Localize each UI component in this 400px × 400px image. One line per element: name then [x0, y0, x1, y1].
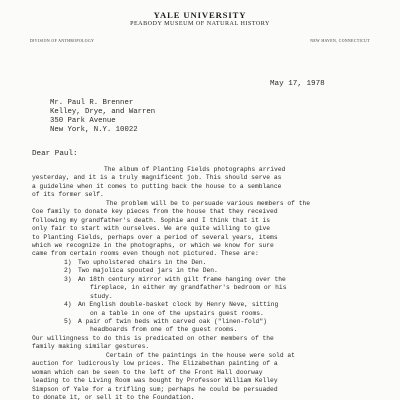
paragraph-line: Coe family to donate key pieces from the house that they received	[32, 208, 278, 215]
list-item-text: Two majolica spouted jars in the Den.	[78, 267, 218, 274]
letterhead	[0, 10, 400, 27]
list-item-number: 3)	[64, 276, 72, 283]
museum-name: PEABODY MUSEUM OF NATURAL HISTORY	[130, 21, 270, 27]
university-name: YALE UNIVERSITY	[153, 10, 247, 20]
paragraph-line: following my grandfather's death. Sophie and I think that it is	[32, 217, 271, 224]
paragraph-line: leading to the Living Room was bought by Professor William Kelley	[32, 377, 278, 384]
list-item-text: headboards from one of the guest rooms.	[90, 326, 238, 333]
paragraph-line: only fair to start with ourselves. We are quite willing to give	[32, 225, 271, 232]
paragraph-line: Certain of the paintings in the house were sold at	[106, 352, 295, 359]
list-item-text: study.	[90, 293, 113, 300]
list-item-text: A pair of twin beds with carved oak ("linen-fold")	[78, 318, 267, 325]
paragraph-line: The album of Planting Fields photographs arrived	[104, 166, 286, 173]
address-line: Kelley, Drye, and Warren	[50, 108, 156, 116]
salutation: Dear Paul:	[32, 150, 78, 158]
letter-date: May 17, 1978	[270, 80, 325, 88]
department-name: DIVISION OF ANTHROPOLOGY	[30, 39, 95, 43]
address-line: New York, N.Y. 10022	[50, 126, 138, 134]
paragraph-line: The problem will be to persuade various members of the	[106, 200, 311, 207]
paragraph-line: family making similar gestures.	[32, 343, 150, 350]
list-item-text: An 18th century mirror with gilt frame hanging over the	[78, 276, 286, 283]
list-item-text: on a table in one of the upstairs guest rooms.	[90, 310, 264, 317]
list-item-number: 2)	[64, 267, 72, 274]
paragraph-line: woman which can be seen to the left of the Front Hall doorway	[32, 369, 263, 376]
letterhead-city: NEW HAVEN, CONNECTICUT	[310, 39, 370, 43]
list-item-number: 1)	[64, 259, 72, 266]
list-item-text: An English double-basket clock by Henry Neve, sitting	[78, 301, 279, 308]
paragraph-line: to Planting Fields, perhaps over a period of several years, items	[32, 234, 278, 241]
paragraph-line: auction for ludicrously low prices. The Elizabethan painting of a	[32, 360, 278, 367]
paragraph-line: a guideline when it comes to putting back the house to a semblance	[32, 183, 282, 190]
list-item-text: Two upholstered chairs in the Den.	[78, 259, 207, 266]
paragraph-line: came from certain rooms even though not pictured. These are:	[32, 250, 259, 257]
list-item-number: 4)	[64, 301, 72, 308]
address-line: 350 Park Avenue	[50, 117, 116, 125]
paragraph-line: Our willingness to do this is predicated on other members of the	[32, 335, 274, 342]
list-item-text: fireplace, in either my grandfather's bedroom or his	[90, 284, 287, 291]
paragraph-line: of its former self.	[32, 191, 104, 198]
paragraph-line: Simpson of Yale for a trifling sum; perhaps he could be persuaded	[32, 386, 278, 393]
paragraph-line: which we recognize in the photographs, or which we know for sure	[32, 242, 274, 249]
paragraph-line: yesterday, and it is a truly magnificent job. This should serve as	[32, 174, 282, 181]
paragraph-line: to donate it, or sell it to the Foundation.	[32, 394, 195, 400]
address-line: Mr. Paul R. Brenner	[50, 99, 134, 107]
list-item-number: 5)	[64, 318, 72, 325]
